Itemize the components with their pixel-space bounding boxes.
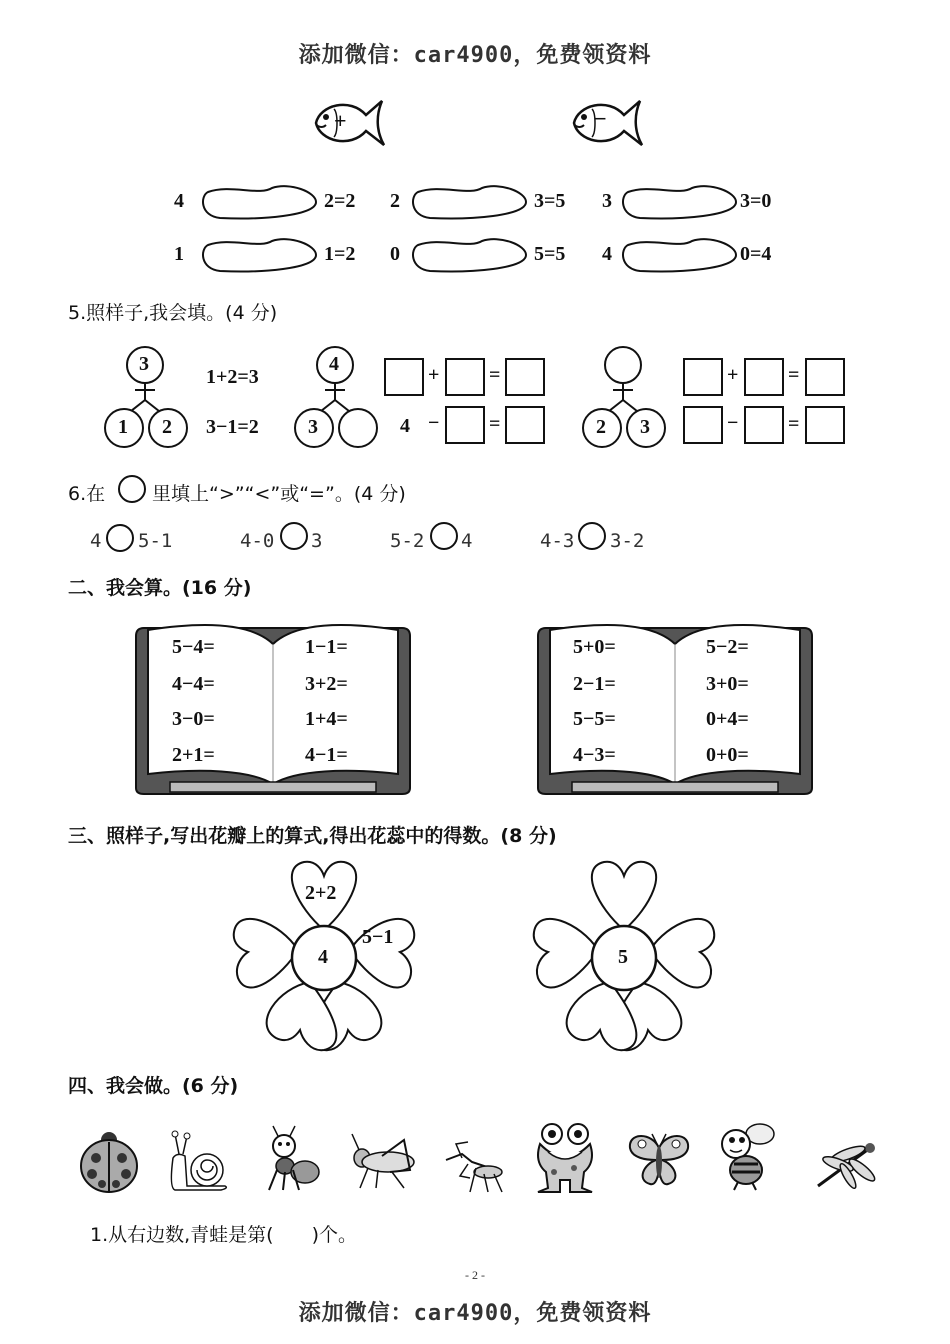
fish-eq-a: 2 [390, 190, 400, 212]
calc-item: 3−0= [172, 708, 215, 730]
calc-item: 3+2= [305, 673, 348, 695]
answer-box[interactable] [505, 406, 545, 444]
tree3-left: 2 [596, 416, 606, 438]
compare-right: 3 [311, 530, 323, 552]
fish-minus-sign: − [594, 106, 607, 131]
calc-item: 1−1= [305, 636, 348, 658]
tree3-right: 3 [640, 416, 650, 438]
fish-eq-a: 4 [174, 190, 184, 212]
watermark-top: 添加微信：car4900，免费领资料 [298, 43, 652, 68]
circle-icon [117, 474, 147, 504]
petal-right-label: 5−1 [362, 926, 394, 948]
compare-left: 4 [90, 530, 102, 552]
q5-title: 5.照样子,我会填。(4 分) [68, 302, 278, 324]
minus-sign: − [727, 412, 739, 434]
leaf-blank[interactable] [620, 235, 740, 275]
compare-left: 4-0 [240, 530, 275, 552]
calc-item: 5−2= [706, 636, 749, 658]
calc-item: 1+4= [305, 708, 348, 730]
fish-plus-icon [310, 95, 390, 150]
compare-circle[interactable] [104, 522, 136, 554]
answer-box[interactable] [805, 358, 845, 396]
answer-box[interactable] [505, 358, 545, 396]
answer-box[interactable] [445, 406, 485, 444]
grasshopper-icon [348, 1132, 416, 1192]
fish-plus-sign: + [334, 108, 347, 133]
q6-title-pre: 6.在 [68, 483, 106, 505]
snail-icon [165, 1128, 229, 1192]
fish-eq-a: 4 [602, 243, 612, 265]
fish-eq-rest: 3=5 [534, 190, 566, 212]
leaf-blank[interactable] [200, 182, 320, 222]
calc-item: 0+4= [706, 708, 749, 730]
page-number: - 2 - [465, 1268, 485, 1282]
answer-box[interactable] [683, 406, 723, 444]
calc-item: 4−3= [573, 744, 616, 766]
compare-circle[interactable] [576, 520, 608, 552]
calc-item: 4−1= [305, 744, 348, 766]
fish-eq-rest: 0=4 [740, 243, 772, 265]
compare-left: 4-3 [540, 530, 575, 552]
compare-right: 3-2 [610, 530, 645, 552]
tree2-row2-prefix: 4 [400, 415, 410, 437]
flower2-center: 5 [618, 946, 628, 968]
compare-left: 5-2 [390, 530, 425, 552]
compare-right: 4 [461, 530, 473, 552]
butterfly-icon [626, 1130, 692, 1190]
example-eq1: 1+2=3 [206, 366, 259, 388]
leaf-blank[interactable] [410, 182, 530, 222]
calc-item: 2−1= [573, 673, 616, 695]
plus-sign: + [727, 364, 739, 386]
fish-eq-rest: 3=0 [740, 190, 772, 212]
calc-item: 0+0= [706, 744, 749, 766]
fish-eq-rest: 5=5 [534, 243, 566, 265]
tree1-right: 2 [162, 416, 172, 438]
tree2-left: 3 [308, 416, 318, 438]
ladybug-icon [78, 1128, 140, 1194]
minus-sign: − [428, 412, 440, 434]
calc-item: 5+0= [573, 636, 616, 658]
calc-item: 5−4= [172, 636, 215, 658]
bee-icon [716, 1120, 782, 1192]
mantis-icon [440, 1138, 506, 1194]
tree2-top: 4 [329, 353, 339, 375]
leaf-blank[interactable] [620, 182, 740, 222]
equals-sign: = [489, 413, 501, 435]
calc-item: 5−5= [573, 708, 616, 730]
watermark-bottom: 添加微信：car4900，免费领资料 [298, 1301, 652, 1326]
ant-icon [255, 1124, 325, 1194]
fish-eq-a: 3 [602, 190, 612, 212]
leaf-blank[interactable] [410, 235, 530, 275]
dragonfly-icon [808, 1140, 878, 1192]
plus-sign: + [428, 364, 440, 386]
frog-icon [530, 1122, 600, 1194]
sec4-title: 四、我会做。(6 分) [68, 1075, 239, 1097]
compare-circle[interactable] [428, 520, 460, 552]
sec2-title: 二、我会算。(16 分) [68, 577, 252, 599]
answer-box[interactable] [744, 358, 784, 396]
calc-item: 4−4= [172, 673, 215, 695]
answer-box[interactable] [805, 406, 845, 444]
tree1-left: 1 [118, 416, 128, 438]
calc-item: 3+0= [706, 673, 749, 695]
compare-right: 5-1 [138, 530, 173, 552]
calc-item: 2+1= [172, 744, 215, 766]
flower1-center: 4 [318, 946, 328, 968]
sec4-q1: 1.从右边数,青蛙是第( )个。 [90, 1224, 357, 1246]
number-tree-3 [578, 345, 668, 450]
fish-eq-rest: 1=2 [324, 243, 356, 265]
fish-eq-a: 0 [390, 243, 400, 265]
answer-box[interactable] [744, 406, 784, 444]
answer-box[interactable] [384, 358, 424, 396]
q6-title-post: 里填上“>”“<”或“=”。(4 分) [152, 483, 406, 505]
tree1-top: 3 [139, 353, 149, 375]
fish-eq-a: 1 [174, 243, 184, 265]
fish-eq-rest: 2=2 [324, 190, 356, 212]
fish-minus-icon [568, 95, 648, 150]
petal-top-label: 2+2 [305, 882, 337, 904]
answer-box[interactable] [445, 358, 485, 396]
leaf-blank[interactable] [200, 235, 320, 275]
equals-sign: = [788, 364, 800, 386]
answer-box[interactable] [683, 358, 723, 396]
sec3-title: 三、照样子,写出花瓣上的算式,得出花蕊中的得数。(8 分) [68, 825, 557, 847]
equals-sign: = [489, 364, 501, 386]
example-eq2: 3−1=2 [206, 416, 259, 438]
equals-sign: = [788, 413, 800, 435]
compare-circle[interactable] [278, 520, 310, 552]
